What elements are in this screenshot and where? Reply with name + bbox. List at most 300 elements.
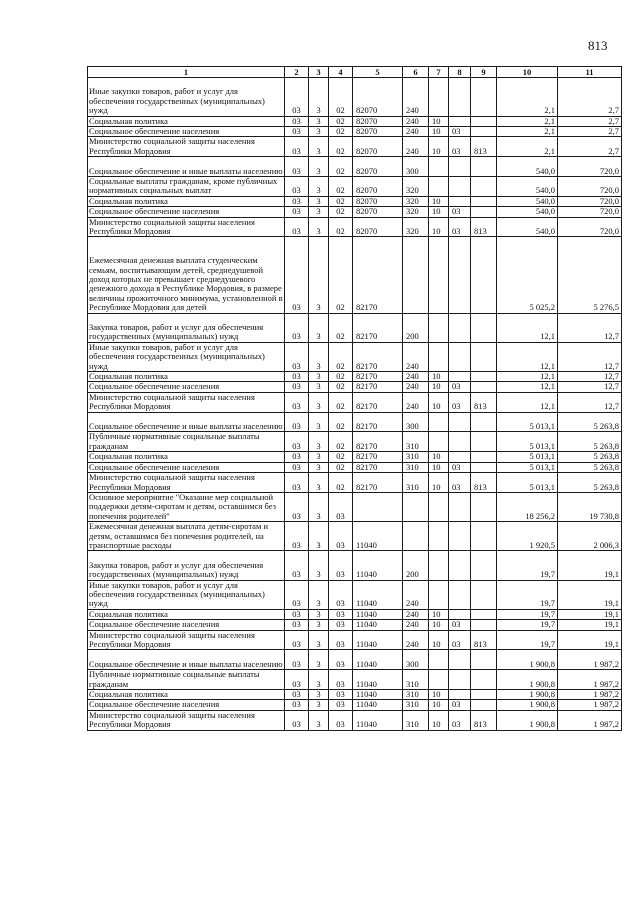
cell-amount-11: 2,7 — [558, 137, 622, 157]
cell-code-8 — [449, 452, 471, 462]
cell-code-2: 03 — [285, 432, 309, 452]
cell-code-4: 02 — [329, 237, 353, 313]
cell-code-7: 10 — [429, 217, 449, 237]
cell-code-2: 03 — [285, 342, 309, 371]
cell-amount-11: 12,7 — [558, 372, 622, 382]
cell-code-3: 3 — [309, 372, 329, 382]
cell-amount-11: 5 263,8 — [558, 473, 622, 493]
cell-code-9 — [471, 116, 497, 126]
cell-amount-10: 12,1 — [497, 313, 558, 342]
cell-code-2: 03 — [285, 473, 309, 493]
cell-code-6: 310 — [403, 670, 429, 690]
cell-amount-10: 540,0 — [497, 196, 558, 206]
cell-amount-11: 19,1 — [558, 580, 622, 609]
cell-amount-10: 540,0 — [497, 207, 558, 217]
cell-code-7 — [429, 412, 449, 432]
cell-code-4: 03 — [329, 492, 353, 521]
cell-code-4: 02 — [329, 137, 353, 157]
cell-code-7: 10 — [429, 127, 449, 137]
cell-code-6: 310 — [403, 710, 429, 730]
cell-code-2: 03 — [285, 237, 309, 313]
table-row — [88, 157, 622, 177]
cell-amount-10: 540,0 — [497, 177, 558, 197]
table-row — [88, 473, 622, 493]
cell-code-8: 03 — [449, 137, 471, 157]
cell-code-9 — [471, 196, 497, 206]
cell-code-8 — [449, 609, 471, 619]
cell-code-9: 813 — [471, 217, 497, 237]
table-row — [88, 710, 622, 730]
cell-code-4: 02 — [329, 452, 353, 462]
cell-amount-11: 5 263,8 — [558, 412, 622, 432]
column-header: 7 — [429, 67, 449, 78]
cell-code-6: 310 — [403, 462, 429, 472]
table-row — [88, 217, 622, 237]
table-row — [88, 700, 622, 710]
table-row — [88, 551, 622, 580]
cell-code-7: 10 — [429, 620, 449, 630]
cell-code-2: 03 — [285, 382, 309, 392]
cell-code-7 — [429, 670, 449, 690]
table-row — [88, 342, 622, 371]
table-row — [88, 372, 622, 382]
cell-description: Социальное обеспечение населения — [88, 620, 285, 630]
cell-amount-11: 2,7 — [558, 127, 622, 137]
cell-code-3: 3 — [309, 137, 329, 157]
cell-code-5: 82070 — [353, 196, 403, 206]
table-row — [88, 609, 622, 619]
cell-description: Социальная политика — [88, 689, 285, 699]
table-row — [88, 630, 622, 650]
cell-code-5: 82170 — [353, 382, 403, 392]
cell-amount-10: 12,1 — [497, 392, 558, 412]
cell-code-3: 3 — [309, 689, 329, 699]
cell-code-5: 82170 — [353, 412, 403, 432]
cell-code-7: 10 — [429, 452, 449, 462]
table-row — [88, 177, 622, 197]
cell-amount-11: 720,0 — [558, 196, 622, 206]
cell-description: Социальная политика — [88, 452, 285, 462]
cell-description: Министерство социальной защиты населения Республики Мордовия — [88, 630, 285, 650]
cell-code-9 — [471, 452, 497, 462]
cell-code-7: 10 — [429, 609, 449, 619]
cell-code-6: 320 — [403, 207, 429, 217]
cell-amount-11: 12,7 — [558, 342, 622, 371]
cell-amount-11: 2 006,3 — [558, 522, 622, 551]
cell-amount-10: 1 900,8 — [497, 689, 558, 699]
table-row — [88, 522, 622, 551]
cell-code-8 — [449, 372, 471, 382]
cell-code-8: 03 — [449, 630, 471, 650]
column-header: 3 — [309, 67, 329, 78]
cell-code-4: 03 — [329, 522, 353, 551]
cell-description: Социальное обеспечение и иные выплаты населению — [88, 412, 285, 432]
cell-code-3: 3 — [309, 313, 329, 342]
cell-code-8 — [449, 237, 471, 313]
cell-code-7: 10 — [429, 372, 449, 382]
cell-code-9: 813 — [471, 137, 497, 157]
cell-amount-10: 1 900,8 — [497, 650, 558, 670]
cell-description: Социальная политика — [88, 196, 285, 206]
cell-code-6: 310 — [403, 689, 429, 699]
cell-code-3: 3 — [309, 342, 329, 371]
cell-code-9 — [471, 207, 497, 217]
cell-description: Иные закупки товаров, работ и услуг для обеспечения государственных (муниципальных) нужд — [88, 78, 285, 117]
cell-code-5: 82070 — [353, 207, 403, 217]
cell-code-2: 03 — [285, 551, 309, 580]
column-header: 8 — [449, 67, 471, 78]
cell-amount-10: 1 900,8 — [497, 700, 558, 710]
cell-code-6: 310 — [403, 432, 429, 452]
cell-code-6: 240 — [403, 609, 429, 619]
cell-code-2: 03 — [285, 157, 309, 177]
cell-code-2: 03 — [285, 670, 309, 690]
table-row — [88, 116, 622, 126]
cell-description: Публичные нормативные социальные выплаты гражданам — [88, 432, 285, 452]
cell-code-3: 3 — [309, 620, 329, 630]
cell-amount-11: 720,0 — [558, 217, 622, 237]
table-row — [88, 492, 622, 521]
cell-code-2: 03 — [285, 580, 309, 609]
cell-code-3: 3 — [309, 237, 329, 313]
cell-code-2: 03 — [285, 522, 309, 551]
cell-code-5: 82070 — [353, 127, 403, 137]
table-row — [88, 452, 622, 462]
cell-code-9 — [471, 670, 497, 690]
cell-amount-10: 12,1 — [497, 382, 558, 392]
cell-code-5: 82070 — [353, 78, 403, 117]
cell-code-7 — [429, 432, 449, 452]
cell-amount-11: 1 987,2 — [558, 710, 622, 730]
cell-amount-11: 720,0 — [558, 157, 622, 177]
cell-description: Социальное обеспечение населения — [88, 462, 285, 472]
cell-code-2: 03 — [285, 78, 309, 117]
table-row — [88, 137, 622, 157]
cell-code-3: 3 — [309, 392, 329, 412]
cell-code-9 — [471, 522, 497, 551]
cell-code-7: 10 — [429, 116, 449, 126]
cell-code-6: 310 — [403, 452, 429, 462]
cell-code-5: 82070 — [353, 217, 403, 237]
cell-code-7: 10 — [429, 137, 449, 157]
column-header: 1 — [88, 67, 285, 78]
cell-code-6: 320 — [403, 196, 429, 206]
cell-code-7 — [429, 157, 449, 177]
cell-code-5: 82170 — [353, 462, 403, 472]
cell-code-3: 3 — [309, 217, 329, 237]
table-row — [88, 127, 622, 137]
cell-code-3: 3 — [309, 177, 329, 197]
table-row — [88, 689, 622, 699]
cell-code-4: 02 — [329, 127, 353, 137]
cell-code-7: 10 — [429, 207, 449, 217]
cell-code-2: 03 — [285, 207, 309, 217]
cell-code-9 — [471, 462, 497, 472]
cell-code-4: 02 — [329, 177, 353, 197]
cell-code-4: 03 — [329, 580, 353, 609]
cell-code-8 — [449, 157, 471, 177]
cell-code-5: 82070 — [353, 157, 403, 177]
cell-description: Социальное обеспечение и иные выплаты населению — [88, 157, 285, 177]
cell-amount-10: 19,7 — [497, 630, 558, 650]
cell-code-7: 10 — [429, 382, 449, 392]
cell-code-9 — [471, 382, 497, 392]
cell-amount-11: 19,1 — [558, 609, 622, 619]
cell-code-2: 03 — [285, 392, 309, 412]
cell-code-8: 03 — [449, 207, 471, 217]
cell-code-3: 3 — [309, 157, 329, 177]
column-header: 11 — [558, 67, 622, 78]
column-header: 10 — [497, 67, 558, 78]
cell-code-9: 813 — [471, 630, 497, 650]
cell-code-5 — [353, 492, 403, 521]
cell-code-4: 03 — [329, 650, 353, 670]
cell-code-8: 03 — [449, 710, 471, 730]
cell-code-5: 11040 — [353, 689, 403, 699]
cell-code-6: 200 — [403, 551, 429, 580]
cell-code-4: 03 — [329, 620, 353, 630]
cell-amount-10: 19,7 — [497, 609, 558, 619]
cell-code-8 — [449, 650, 471, 670]
cell-code-8: 03 — [449, 217, 471, 237]
cell-code-4: 02 — [329, 217, 353, 237]
cell-code-3: 3 — [309, 78, 329, 117]
cell-code-2: 03 — [285, 177, 309, 197]
table-row — [88, 382, 622, 392]
column-header: 2 — [285, 67, 309, 78]
cell-amount-11: 19,1 — [558, 551, 622, 580]
cell-code-3: 3 — [309, 670, 329, 690]
cell-code-3: 3 — [309, 609, 329, 619]
cell-amount-10: 12,1 — [497, 342, 558, 371]
table-row — [88, 313, 622, 342]
cell-amount-11: 5 263,8 — [558, 432, 622, 452]
cell-description: Министерство социальной защиты населения Республики Мордовия — [88, 392, 285, 412]
cell-code-5: 11040 — [353, 551, 403, 580]
column-header: 4 — [329, 67, 353, 78]
cell-code-4: 02 — [329, 342, 353, 371]
cell-code-8 — [449, 342, 471, 371]
cell-code-2: 03 — [285, 620, 309, 630]
cell-amount-10: 540,0 — [497, 157, 558, 177]
cell-code-6 — [403, 522, 429, 551]
cell-amount-10: 12,1 — [497, 372, 558, 382]
cell-code-8: 03 — [449, 700, 471, 710]
cell-code-4: 02 — [329, 473, 353, 493]
cell-code-3: 3 — [309, 127, 329, 137]
cell-code-4: 03 — [329, 609, 353, 619]
cell-code-9 — [471, 551, 497, 580]
cell-code-3: 3 — [309, 432, 329, 452]
cell-code-4: 02 — [329, 392, 353, 412]
cell-amount-10: 5 013,1 — [497, 473, 558, 493]
cell-code-9 — [471, 689, 497, 699]
cell-code-6: 310 — [403, 473, 429, 493]
cell-description: Министерство социальной защиты населения Республики Мордовия — [88, 710, 285, 730]
table-row — [88, 432, 622, 452]
cell-code-8 — [449, 412, 471, 432]
cell-code-4: 02 — [329, 372, 353, 382]
cell-code-8 — [449, 116, 471, 126]
cell-code-8: 03 — [449, 620, 471, 630]
cell-code-5: 11040 — [353, 700, 403, 710]
cell-description: Социальная политика — [88, 116, 285, 126]
cell-code-8 — [449, 522, 471, 551]
cell-code-6: 300 — [403, 650, 429, 670]
cell-code-9: 813 — [471, 473, 497, 493]
cell-amount-10: 1 900,8 — [497, 670, 558, 690]
cell-code-4: 02 — [329, 157, 353, 177]
cell-code-5: 11040 — [353, 522, 403, 551]
cell-code-6: 240 — [403, 342, 429, 371]
cell-code-2: 03 — [285, 689, 309, 699]
cell-code-5: 82170 — [353, 372, 403, 382]
cell-code-9 — [471, 372, 497, 382]
cell-code-5: 82070 — [353, 116, 403, 126]
cell-code-9 — [471, 650, 497, 670]
cell-code-2: 03 — [285, 412, 309, 432]
cell-code-5: 11040 — [353, 670, 403, 690]
cell-code-7 — [429, 177, 449, 197]
cell-code-2: 03 — [285, 313, 309, 342]
cell-code-3: 3 — [309, 580, 329, 609]
cell-code-8: 03 — [449, 392, 471, 412]
cell-code-5: 11040 — [353, 630, 403, 650]
cell-amount-11: 1 987,2 — [558, 650, 622, 670]
cell-code-5: 82170 — [353, 342, 403, 371]
cell-code-5: 82070 — [353, 177, 403, 197]
cell-code-7: 10 — [429, 196, 449, 206]
table-row — [88, 412, 622, 432]
table-row — [88, 78, 622, 117]
cell-code-7 — [429, 492, 449, 521]
cell-code-5: 11040 — [353, 650, 403, 670]
cell-code-9 — [471, 313, 497, 342]
cell-code-7: 10 — [429, 630, 449, 650]
cell-code-4: 02 — [329, 116, 353, 126]
cell-code-3: 3 — [309, 630, 329, 650]
cell-code-4: 03 — [329, 710, 353, 730]
cell-code-8 — [449, 177, 471, 197]
cell-amount-10: 2,1 — [497, 116, 558, 126]
cell-code-7 — [429, 313, 449, 342]
cell-code-6: 300 — [403, 412, 429, 432]
cell-amount-11: 5 263,8 — [558, 462, 622, 472]
cell-code-6: 240 — [403, 372, 429, 382]
cell-code-2: 03 — [285, 116, 309, 126]
cell-amount-10: 1 920,5 — [497, 522, 558, 551]
cell-amount-10: 2,1 — [497, 137, 558, 157]
table-row — [88, 462, 622, 472]
cell-amount-11: 1 987,2 — [558, 689, 622, 699]
cell-code-5: 82170 — [353, 432, 403, 452]
cell-code-4: 03 — [329, 689, 353, 699]
cell-amount-11: 12,7 — [558, 313, 622, 342]
cell-code-9 — [471, 342, 497, 371]
cell-amount-10: 2,1 — [497, 78, 558, 117]
cell-code-3: 3 — [309, 452, 329, 462]
cell-code-7: 10 — [429, 392, 449, 412]
cell-code-7 — [429, 237, 449, 313]
cell-code-2: 03 — [285, 700, 309, 710]
cell-amount-10: 5 013,1 — [497, 462, 558, 472]
cell-code-4: 02 — [329, 382, 353, 392]
cell-code-7 — [429, 522, 449, 551]
cell-code-3: 3 — [309, 196, 329, 206]
cell-amount-10: 18 256,2 — [497, 492, 558, 521]
cell-code-9 — [471, 127, 497, 137]
cell-code-3: 3 — [309, 551, 329, 580]
cell-code-5: 11040 — [353, 609, 403, 619]
cell-amount-10: 19,7 — [497, 551, 558, 580]
cell-code-8 — [449, 492, 471, 521]
cell-code-4: 02 — [329, 313, 353, 342]
cell-code-6: 200 — [403, 313, 429, 342]
cell-code-6: 240 — [403, 580, 429, 609]
cell-code-9 — [471, 412, 497, 432]
table-row — [88, 196, 622, 206]
cell-amount-10: 5 013,1 — [497, 412, 558, 432]
cell-amount-10: 19,7 — [497, 620, 558, 630]
cell-code-7: 10 — [429, 462, 449, 472]
cell-code-4: 02 — [329, 78, 353, 117]
cell-description: Закупка товаров, работ и услуг для обеспечения государственных (муниципальных) нужд — [88, 551, 285, 580]
cell-code-8 — [449, 196, 471, 206]
cell-code-6: 240 — [403, 630, 429, 650]
table-body — [88, 78, 622, 731]
cell-description: Социальная политика — [88, 609, 285, 619]
cell-description: Закупка товаров, работ и услуг для обеспечения государственных (муниципальных) нужд — [88, 313, 285, 342]
cell-code-6: 240 — [403, 78, 429, 117]
cell-code-9 — [471, 78, 497, 117]
cell-code-9 — [471, 177, 497, 197]
cell-code-2: 03 — [285, 630, 309, 650]
cell-code-6: 310 — [403, 700, 429, 710]
cell-code-8 — [449, 551, 471, 580]
cell-code-9 — [471, 580, 497, 609]
cell-amount-10: 2,1 — [497, 127, 558, 137]
cell-description: Социальное обеспечение населения — [88, 382, 285, 392]
cell-code-6 — [403, 492, 429, 521]
cell-code-9 — [471, 700, 497, 710]
cell-code-7 — [429, 650, 449, 670]
cell-code-4: 02 — [329, 462, 353, 472]
cell-amount-10: 1 900,8 — [497, 710, 558, 730]
cell-description: Социальное обеспечение населения — [88, 127, 285, 137]
cell-amount-11: 12,7 — [558, 382, 622, 392]
budget-table — [87, 66, 622, 731]
cell-description: Министерство социальной защиты населения Республики Мордовия — [88, 137, 285, 157]
page-number: 813 — [588, 38, 608, 53]
table-row — [88, 650, 622, 670]
cell-code-5: 11040 — [353, 710, 403, 730]
cell-code-5: 82170 — [353, 392, 403, 412]
cell-amount-11: 5 263,8 — [558, 452, 622, 462]
cell-amount-11: 2,7 — [558, 78, 622, 117]
cell-code-6: 240 — [403, 382, 429, 392]
cell-code-2: 03 — [285, 452, 309, 462]
cell-code-3: 3 — [309, 700, 329, 710]
cell-code-2: 03 — [285, 710, 309, 730]
cell-code-8 — [449, 313, 471, 342]
cell-code-3: 3 — [309, 116, 329, 126]
cell-code-5: 82070 — [353, 137, 403, 157]
cell-description: Социальное обеспечение и иные выплаты населению — [88, 650, 285, 670]
cell-code-2: 03 — [285, 137, 309, 157]
table-row — [88, 580, 622, 609]
cell-code-8: 03 — [449, 382, 471, 392]
cell-code-5: 82170 — [353, 473, 403, 493]
